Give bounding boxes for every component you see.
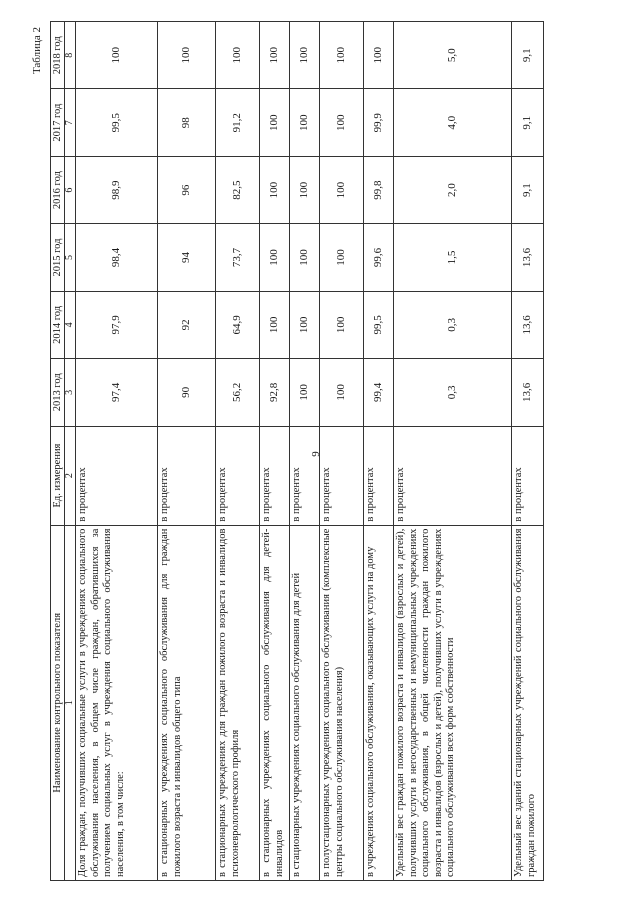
value-2015: 100	[320, 224, 364, 291]
value-2016: 82,5	[216, 156, 260, 223]
column-number: 1	[65, 525, 76, 880]
value-2014: 100	[260, 291, 290, 358]
indicator-name: в стационарных учреждениях для граждан пожилого возраста и инвалидов психоневрологического профиля	[216, 525, 260, 880]
column-number: 5	[65, 224, 76, 291]
value-2016: 98,9	[76, 156, 158, 223]
table-caption: Таблица 2	[31, 27, 43, 75]
value-2017: 98	[158, 89, 216, 156]
table-row	[76, 22, 158, 881]
indicator-unit: в процентах	[76, 426, 158, 525]
table-row	[512, 22, 544, 881]
value-2014: 92	[158, 291, 216, 358]
value-2013: 13,6	[512, 359, 544, 426]
indicator-name: в стационарных учреждениях социального обслуживания для детей-инвалидов	[260, 525, 290, 880]
value-2014: 99,5	[364, 291, 394, 358]
value-2017: 4,0	[394, 89, 512, 156]
indicator-unit: в процентах	[158, 426, 216, 525]
indicator-name: в стационарных учреждениях социального обслуживания для граждан пожилого возраста и инвалидов общего типа	[158, 525, 216, 880]
column-number: 6	[65, 156, 76, 223]
value-2017: 99,5	[76, 89, 158, 156]
value-2016: 100	[260, 156, 290, 223]
table-row	[364, 22, 394, 881]
value-2016: 100	[320, 156, 364, 223]
header-year-2016: 2016 год	[51, 156, 65, 223]
table-row	[158, 22, 216, 881]
value-2015: 99,6	[364, 224, 394, 291]
value-2016: 2,0	[394, 156, 512, 223]
indicator-name: в стационарных учреждениях социального обслуживания для детей	[290, 525, 320, 880]
value-2013: 100	[320, 359, 364, 426]
value-2017: 100	[320, 89, 364, 156]
table-row	[290, 22, 320, 881]
value-2018: 100	[216, 22, 260, 89]
value-2018: 100	[76, 22, 158, 89]
indicator-unit: в процентах	[364, 426, 394, 525]
value-2015: 1,5	[394, 224, 512, 291]
indicator-unit: в процентах	[260, 426, 290, 525]
value-2014: 100	[290, 291, 320, 358]
rotated-table-sheet	[31, 21, 595, 881]
value-2014: 100	[320, 291, 364, 358]
header-year-2017: 2017 год	[51, 89, 65, 156]
value-2014: 64,9	[216, 291, 260, 358]
value-2018: 100	[320, 22, 364, 89]
header-year-2015: 2015 год	[51, 224, 65, 291]
table-row	[260, 22, 290, 881]
value-2015: 94	[158, 224, 216, 291]
column-number: 3	[65, 359, 76, 426]
page-number: 9	[309, 451, 322, 457]
value-2017: 9,1	[512, 89, 544, 156]
value-2016: 96	[158, 156, 216, 223]
indicator-name: в полустационарных учреждениях социального обслуживания (комплексные центры социального обслуживания населения)	[320, 525, 364, 880]
value-2016: 9,1	[512, 156, 544, 223]
value-2013: 100	[290, 359, 320, 426]
column-number: 2	[65, 426, 76, 525]
indicator-unit: в процентах	[320, 426, 364, 525]
indicator-unit: в процентах	[394, 426, 512, 525]
value-2018: 100	[290, 22, 320, 89]
indicator-name: Удельный вес граждан пожилого возраста и инвалидов (взрослых и детей), получивших услуги в негосударственных и немуниципальных учреждениях социального обслуживания, в общей численности граждан пожилого возраста и инвалидов (взрослых и детей), получивших услуги в учреждениях социального обслуживания всех форм собственности	[394, 525, 512, 880]
value-2017: 91,2	[216, 89, 260, 156]
value-2013: 56,2	[216, 359, 260, 426]
header-year-2013: 2013 год	[51, 359, 65, 426]
value-2018: 100	[260, 22, 290, 89]
header-unit: Ед. измерения	[51, 426, 65, 525]
indicator-unit: в процентах	[216, 426, 260, 525]
value-2013: 97,4	[76, 359, 158, 426]
value-2015: 73,7	[216, 224, 260, 291]
value-2015: 98,4	[76, 224, 158, 291]
value-2013: 99,4	[364, 359, 394, 426]
column-number-row	[65, 22, 76, 881]
value-2014: 13,6	[512, 291, 544, 358]
indicator-name: в учреждениях социального обслуживания, оказывающих услуги на дому	[364, 525, 394, 880]
table-header-row	[51, 22, 65, 881]
table-row	[216, 22, 260, 881]
indicator-name: Удельный вес зданий стационарных учреждений социального обслуживания граждан пожилого	[512, 525, 544, 880]
value-2015: 100	[260, 224, 290, 291]
table-row	[394, 22, 512, 881]
value-2013: 90	[158, 359, 216, 426]
value-2017: 99,9	[364, 89, 394, 156]
value-2015: 13,6	[512, 224, 544, 291]
value-2018: 9,1	[512, 22, 544, 89]
column-number: 7	[65, 89, 76, 156]
control-indicators-table	[50, 21, 544, 881]
indicator-name: Доля граждан, получивших социальные услуги в учреждениях социального обслуживания населения, в общем числе граждан, обратившихся за получением социальных услуг в учреждения социального обслуживания населения, в том числе:	[76, 525, 158, 880]
table-row	[320, 22, 364, 881]
header-year-2014: 2014 год	[51, 291, 65, 358]
value-2017: 100	[290, 89, 320, 156]
value-2014: 0,3	[394, 291, 512, 358]
value-2016: 100	[290, 156, 320, 223]
value-2013: 92,8	[260, 359, 290, 426]
value-2016: 99,8	[364, 156, 394, 223]
value-2017: 100	[260, 89, 290, 156]
value-2015: 100	[290, 224, 320, 291]
value-2013: 0,3	[394, 359, 512, 426]
indicator-unit: в процентах	[512, 426, 544, 525]
header-indicator-name: Наименование контрольного показателя	[51, 525, 65, 880]
value-2018: 100	[158, 22, 216, 89]
column-number: 8	[65, 22, 76, 89]
value-2018: 5,0	[394, 22, 512, 89]
value-2018: 100	[364, 22, 394, 89]
indicator-unit: в процентах	[290, 426, 320, 525]
value-2014: 97,9	[76, 291, 158, 358]
header-year-2018: 2018 год	[51, 22, 65, 89]
column-number: 4	[65, 291, 76, 358]
